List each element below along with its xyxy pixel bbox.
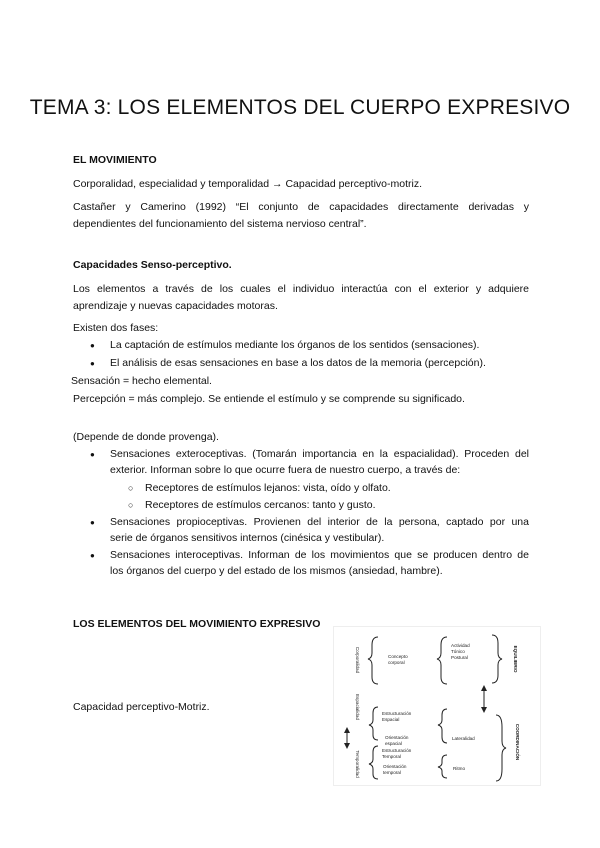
brace-ritmo: [438, 755, 447, 778]
label-actividad-line-2: Tónico: [451, 649, 465, 654]
brace-lateralidad: [438, 709, 447, 743]
label-ritmo: Ritmo: [453, 766, 465, 771]
heading-movimiento: EL MOVIMIENTO: [73, 154, 157, 166]
list-item-propioceptivas-line-2: serie de órganos sensitivos internos (cinésica y vestibular).: [110, 532, 385, 544]
phases-intro: Existen dos fases:: [73, 322, 159, 334]
list-item-interoceptivas-line-2: los órganos del cuerpo y del estado de los mismos (ansiedad, hambre).: [110, 565, 443, 577]
list-item-propioceptivas-line-1: ● Sensaciones propioceptivas. Provienen del interior de la persona, captado por una: [110, 514, 529, 531]
depende-note: (Depende de donde provenga).: [73, 431, 219, 443]
label-corporalidad: Corporalidad: [355, 646, 360, 674]
list-item-exteroceptivas-line-1: ● Sensaciones exteroceptivas. (Tomarán importancia en la espacialidad). Proceden del: [110, 446, 529, 463]
sub-item-receptores: ○ Receptores de estímulos lejanos: vista, oído y olfato.: [145, 480, 529, 497]
quote-line-1: Castañer y Camerino (1992) “El conjunto de capacidades directamente derivadas y: [73, 201, 529, 213]
label-estructuracion-espacial-line-1: Estructuración: [382, 711, 412, 716]
sensacion-definition: Sensación = hecho elemental.: [71, 375, 212, 387]
paragraph-elementos-line-2: aprendizaje y nuevas capacidades motoras.: [73, 300, 278, 312]
diagram-caption: Capacidad perceptivo-Motriz.: [73, 701, 210, 713]
label-estructuracion-temporal-line-1: Estructuración: [382, 748, 412, 753]
paragraph-corporalidad: Corporalidad, especialidad y temporalidad → Capacidad perceptivo-motriz.: [73, 178, 423, 190]
label-actividad-line-3: Postural: [451, 655, 468, 660]
list-item-interoceptivas-line-1: ● Sensaciones interoceptivas. Informan de los movimientos que se producen dentro de: [110, 547, 529, 564]
paragraph-elementos-line-1: Los elementos a través de los cuales el individuo interactúa con el exterior y adquiere: [73, 283, 529, 295]
page-title: TEMA 3: LOS ELEMENTOS DEL CUERPO EXPRESIVO: [29, 96, 571, 119]
capacidad-perceptivo-motriz-diagram: [333, 626, 541, 786]
brace-coordinacion: [496, 715, 506, 781]
label-concepto-line-1: Concepto: [388, 654, 408, 659]
heading-elementos-movimiento: LOS ELEMENTOS DEL MOVIMIENTO EXPRESIVO: [73, 618, 321, 630]
label-orientacion-temporal-line-2: temporal: [383, 770, 401, 775]
sub-item-receptores: ○ Receptores de estímulos cercanos: tanto y gusto.: [145, 497, 529, 514]
label-estructuracion-espacial-line-2: Espacial: [382, 717, 400, 722]
brace-temporalidad: [369, 746, 378, 779]
label-estructuracion-temporal-line-2: Temporal: [382, 754, 401, 759]
label-actividad-line-1: Actividad: [451, 643, 470, 648]
percepcion-definition: Percepción = más complejo. Se entiende el estímulo y se comprende su significado.: [73, 393, 465, 405]
label-equilibrio: EQUILIBRIO: [513, 645, 518, 673]
list-item-exteroceptivas-line-2: exterior. Informan sobre lo que ocurre fuera de nuestro cuerpo, a través de:: [110, 464, 461, 476]
label-coordinacion: COORDINACIÓN: [515, 723, 520, 761]
label-orientacion-espacial-line-2: espacial: [385, 741, 402, 746]
label-orientacion-temporal-line-1: Orientación: [383, 764, 407, 769]
label-orientacion-espacial-line-1: Orientación: [385, 735, 409, 740]
brace-equilibrio: [492, 635, 502, 683]
label-concepto-line-2: corporal: [388, 660, 405, 665]
label-lateralidad: Lateralidad: [452, 736, 475, 741]
heading-capacidades: Capacidades Senso-perceptivo.: [73, 259, 232, 271]
brace-actividad: [437, 637, 447, 684]
brace-corporalidad: [368, 637, 378, 684]
quote-line-2: dependientes del funcionamiento del sistema nervioso central”.: [73, 218, 367, 230]
label-espacialidad: Espacialidad: [355, 693, 360, 721]
list-item-phase: ● La captación de estímulos mediante los órganos de los sentidos (sensaciones).: [110, 337, 529, 354]
brace-espacialidad: [369, 707, 378, 740]
list-item-phase: ● El análisis de esas sensaciones en base a los datos de la memoria (percepción).: [110, 355, 529, 372]
label-temporalidad: Temporalidad: [355, 750, 360, 778]
